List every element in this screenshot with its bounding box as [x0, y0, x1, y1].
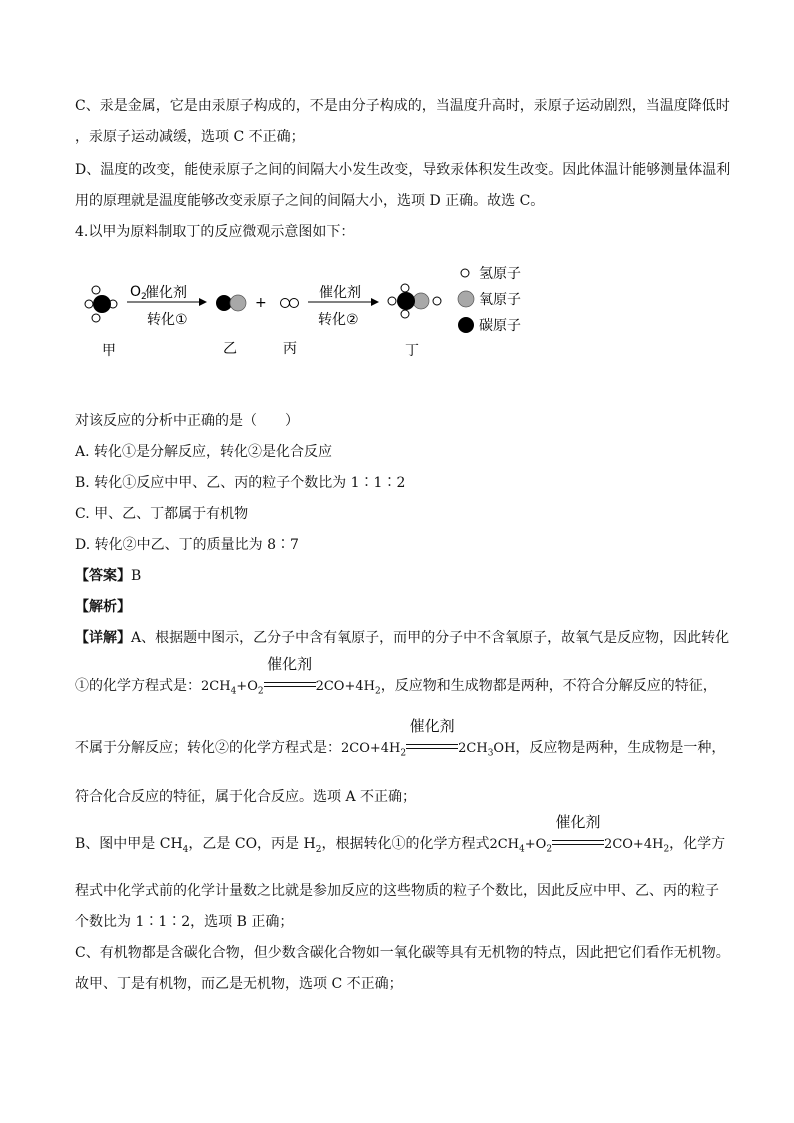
molecule-ding [388, 284, 441, 318]
legend [458, 266, 521, 334]
step2-label: 转化② [318, 312, 359, 328]
text-line: ，汞原子运动减缓，选项 C 不正确； [75, 129, 305, 145]
molecule-yi [216, 295, 246, 311]
catalyst-label-1: 催化剂 [145, 285, 187, 301]
reaction-diagram [75, 262, 635, 372]
equation-1-condition: 催化剂 [264, 676, 316, 690]
equation-3-condition: 催化剂 [552, 834, 604, 848]
equation-2-condition: 催化剂 [406, 738, 458, 752]
detail-b-line-3: 个数比为 1∶1∶2，选项 B 正确； [75, 914, 294, 930]
option-d: D. 转化②中乙、丁的质量比为 8∶7 [75, 537, 299, 553]
detail-text: ，反应物是两种，生成物是一种， [515, 740, 726, 756]
detail-text: 不属于分解反应；转化②的化学方程式是： [75, 740, 341, 756]
option-b: B. 转化①反应中甲、乙、丙的粒子个数比为 1∶1∶2 [75, 475, 406, 491]
plus-sign: + [255, 295, 267, 311]
label-jia: 甲 [102, 343, 116, 359]
equation-2-reactants: $2CO+4H_2$ [341, 741, 407, 759]
catalyst-label-2: 催化剂 [319, 285, 361, 301]
o2-label: $O_2$ [130, 284, 147, 302]
hydrogen-legend-swatch [461, 269, 469, 277]
detail-c-line-2: 故甲、丁是有机物，而乙是无机物，选项 C 不正确； [75, 976, 403, 992]
equation-3-reactants: $2CH_4+O_2$ [489, 837, 553, 855]
oxygen-legend-swatch [458, 291, 474, 307]
equation-3-products: $2CO+4H_2$ [604, 837, 670, 855]
answer-line [75, 566, 141, 586]
detail-text: ①的化学方程式是： [75, 678, 201, 694]
analysis-label: 【解析】 [75, 599, 131, 615]
detail-b-line-1: B、图中甲是 $CH_4$，乙是 CO，丙是 $H_2$，根据转化①的化学方程式$2CH_4+O_2$ 催化剂 $2CO+4H_2$，化学方 [75, 813, 726, 855]
legend-oxygen: 氧原子 [479, 292, 521, 308]
text-line: C、汞是金属，它是由汞原子构成的，不是由分子构成的，当温度升高时，汞原子运动剧烈，当温度降低时 [75, 98, 730, 114]
detail-text: ，反应物和生成物都是两种，不符合分解反应的特征， [380, 678, 717, 694]
detail-c-line-1: C、有机物都是含碳化合物，但少数含碳化合物如一氧化碳等具有无机物的特点，因此把它们看作无机物。 [75, 945, 730, 961]
question-title: 4.以甲为原料制取丁的反应微观示意图如下： [75, 224, 355, 240]
label-ding: 丁 [405, 343, 419, 359]
answer-label: 【答案】 [75, 568, 131, 584]
detail-text: A、根据题中图示，乙分子中含有氧原子，而甲的分子中不含氧原子，故氧气是反应物，因此转化 [131, 630, 730, 646]
arrow-1-head [199, 298, 207, 306]
detail-a-line-2 [75, 655, 717, 702]
option-a: A. 转化①是分解反应，转化②是化合反应 [75, 444, 333, 460]
label-yi: 乙 [223, 341, 237, 357]
option-c: C. 甲、乙、丁都属于有机物 [75, 506, 249, 522]
equation-1-reactants: $2CH_4+O_2$ [201, 679, 264, 697]
step1-label: 转化① [147, 312, 188, 328]
label-bing: 丙 [283, 341, 297, 357]
arrow-2-head [371, 298, 379, 306]
equation-1-products: $2CO+4H_2$ [315, 679, 381, 697]
carbon-legend-swatch [458, 317, 474, 333]
text-line: D、温度的改变，能使汞原子之间的间隔大小发生改变，导致汞体积发生改变。因此体温计能够测量体温利 [75, 162, 731, 178]
molecule-bing [281, 299, 299, 308]
detail-label: 【详解】 [75, 630, 131, 646]
legend-hydrogen: 氢原子 [479, 266, 521, 282]
detail-a-line-1 [75, 628, 729, 648]
molecule-jia [85, 286, 117, 322]
answer-value: B [131, 568, 142, 584]
detail-a-line-4: 符合化合反应的特征，属于化合反应。选项 A 不正确； [75, 789, 417, 805]
question-stem: 对该反应的分析中正确的是（ ） [75, 413, 299, 429]
equation-2-products: $2CH_3OH$ [458, 741, 516, 759]
detail-a-line-3 [75, 717, 726, 764]
text-line: 用的原理就是温度能够改变汞原子之间的间隔大小，选项 D 正确。故选 C。 [75, 193, 545, 209]
detail-b-line-2: 程式中化学式前的化学计量数之比就是参加反应的这些物质的粒子个数比，因此反应中甲、乙、丙的粒子 [75, 883, 719, 899]
legend-carbon: 碳原子 [479, 318, 521, 334]
